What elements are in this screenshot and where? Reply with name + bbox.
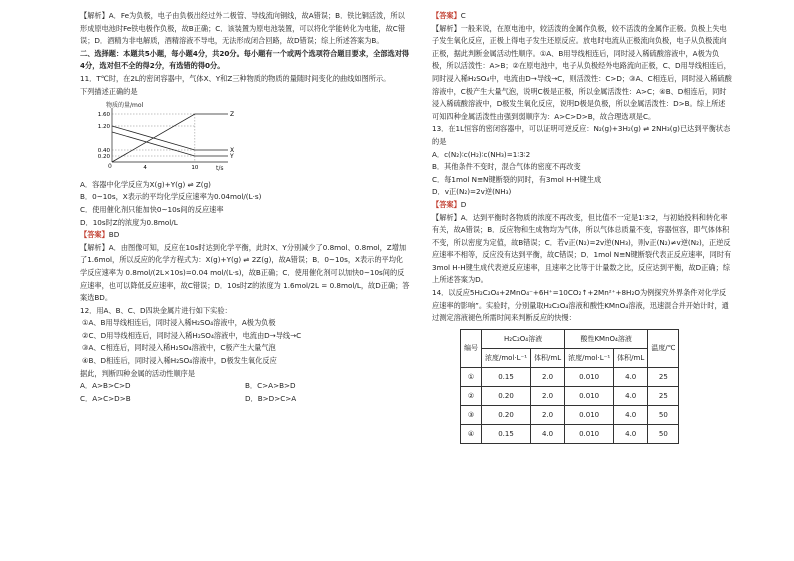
cell-no: ④ <box>461 424 482 443</box>
cell-v1: 2.0 <box>531 405 565 424</box>
cell-c1: 0.20 <box>482 405 531 424</box>
cell-c2: 0.010 <box>565 424 614 443</box>
subheader-vol-2: 体积/mL <box>614 348 648 367</box>
cell-v1: 2.0 <box>531 367 565 386</box>
cell-c1: 0.15 <box>482 424 531 443</box>
cell-v2: 4.0 <box>614 367 648 386</box>
cell-c2: 0.010 <box>565 405 614 424</box>
q11-stem-2: 下列描述正确的是 <box>80 86 138 96</box>
q12-option-a: A．A>B>C>D <box>80 381 131 391</box>
header-h2c2o4: H₂C₂O₄溶液 <box>482 329 565 348</box>
q13-option-a: A．c(N₂)∶c(H₂)∶c(NH₃)=1∶3∶2 <box>432 149 531 159</box>
cell-v2: 4.0 <box>614 424 648 443</box>
cell-c1: 0.20 <box>482 386 531 405</box>
table-header-row <box>461 329 679 348</box>
table-row <box>461 367 679 386</box>
q11-answer: 【答案】BD <box>80 230 120 240</box>
q11-option-d: D．10s时Z的浓度为0.8mol/L <box>80 217 178 227</box>
cell-temp: 50 <box>648 405 679 424</box>
chart-series-y <box>112 132 228 156</box>
cell-no: ③ <box>461 405 482 424</box>
q12-question: 据此，判断四种金属的活动性顺序是 <box>80 368 196 378</box>
q12-option-c: C．A>C>D>B <box>80 393 131 403</box>
experiment-table <box>460 329 679 444</box>
chart-series-label: Y <box>230 153 234 161</box>
q13-option-d: D．v正(N₂)=2v逆(NH₃) <box>432 187 512 197</box>
q11-option-a: A．容器中化学反应为X(g)+Y(g) ⇌ Z(g) <box>80 179 211 189</box>
chart-series-x <box>112 126 228 150</box>
cell-v1: 4.0 <box>531 424 565 443</box>
q12-stem: 12．用A、B、C、D四块金属片进行如下实验： <box>80 305 232 315</box>
subheader-conc-1: 浓度/mol·L⁻¹ <box>482 348 531 367</box>
cell-no: ① <box>461 367 482 386</box>
chart-series-label: Z <box>230 111 235 119</box>
chart-y-tick-label: 1.60 <box>97 112 110 119</box>
cell-v1: 2.0 <box>531 386 565 405</box>
q12-item-1: ①A、B用导线相连后，同时浸入稀H₂SO₄溶液中，A极为负极 <box>82 318 276 328</box>
left-column <box>80 10 410 405</box>
subheader-conc-2: 浓度/mol·L⁻¹ <box>565 348 614 367</box>
q11-option-c: C．使用催化剂只能加快0~10s间的反应速率 <box>80 204 224 214</box>
q10-analysis: 【解析】A．Fe为负极，电子由负极出经过外二极管、导线流向铜线，故A错误；B．铁比铜活泼，所以形成原电池时Fe铁电极作负极，故B正确；C．该装置为原电池装置，可以将化学能转化为电能，故C错误；D．酒精为非电解质，酒精溶液不导电，无法形成闭合回路，故D错误；综上所述答案为B。 <box>80 11 406 46</box>
table-row <box>461 424 679 443</box>
q13-stem: 13．在1L恒容的密闭容器中，可以证明可逆反应：N₂(g)+3H₂(g) ⇌ 2NH₃(g)已达到平衡状态的是 <box>432 124 731 146</box>
q12-options-row-2 <box>80 393 410 406</box>
cell-temp: 25 <box>648 386 679 405</box>
cell-v2: 4.0 <box>614 405 648 424</box>
chart-y-tick-label: 0.40 <box>97 148 110 155</box>
q12-analysis: 【解析】一般来说，在原电池中，较活泼的金属作负极，较不活泼的金属作正极。负极上失电子发生氧化反应，正极上得电子发生还原反应。放电时电流从正极流向负极，电子从负极流向正极，据此判断金属活动性顺序。①A、B用导线相连后，同时浸入稀硫酸溶液中，A极为负极，所以活泼性：A>B；②在原电池中，电子从负极经外电路流向正极，C、D用导线相连后，同时浸入稀H₂SO₄中，电流由D→导线→C，则活泼性：C>D；③A、C相连后，同时浸入稀硫酸溶液中，C极产生大量气泡，说明C极是正极，所以金属活泼性：A>C；④B、D相连后，同时浸入稀硫酸溶液中，D极发生氧化反应，说明D极是负极，所以金属活泼性：D>B。综上所述可知四种金属活泼性由强到弱顺序为：A>C>D>B，故合理选项是C。 <box>432 23 732 121</box>
header-kmno4: 酸性KMnO₄溶液 <box>565 329 648 348</box>
q11-chart <box>90 100 240 172</box>
chart-y-tick-label: 1.20 <box>97 124 110 131</box>
q12-item-3: ③A、C相连后，同时浸入稀H₂SO₄溶液中，C极产生大量气泡 <box>82 343 276 353</box>
q13-analysis: 【解析】A．达到平衡时各物质的浓度不再改变，但比值不一定是1∶3∶2，与初始投料和转化率有关，故A错误；B．反应物和生成物均为气体，所以气体总质量不变，容器恒容，即气体体积不变，所以密度为定值，故B错误；C．若v正(N₂)=2v逆(NH₃)，则v正(N₂)≠v逆(N₂)，正逆反应速率不相等，反应没有达到平衡，故C错误；D．1mol N≡N键断裂代表正反应速率，同时有3mol H-H键生成代表逆反应速率，且速率之比等于计量数之比，反应达到平衡，故D正确；综上所述答案为D。 <box>432 212 732 285</box>
chart-origin: 0 <box>108 163 112 171</box>
chart-x-tick-label: 10 <box>191 165 199 172</box>
q11-analysis: 【解析】A．由图像可知，反应在10s时达到化学平衡，此时X、Y分别减少了0.8mol、0.8mol，Z增加了1.6mol，所以反应的化学方程式为：X(g)+Y(g) ⇌ 2Z(g)，故A错误；B．0~10s，X表示的平均化学反应速率为 0.8mol/(2L×10s)=0.04 mol/(L·s)，故B正确；C．使用催化剂可以加快0~10s间的反应速率，也可以降低反应速率，故C错误；D．10s时Z的浓度为 1.6mol/2L = 0.8mol/L，故D正确；答案选BD。 <box>80 242 410 303</box>
q12-answer: 【答案】C <box>432 11 466 20</box>
cell-no: ② <box>461 386 482 405</box>
cell-temp: 50 <box>648 424 679 443</box>
q11-stem: 11．T℃时，在2L的密闭容器中，气体X、Y和Z三种物质的物质的量随时间变化的曲线如图所示。 <box>80 73 391 83</box>
right-column <box>432 10 732 444</box>
cell-c1: 0.15 <box>482 367 531 386</box>
q13-option-c: C．每1mol N≡N键断裂的同时，有3mol H-H键生成 <box>432 174 602 184</box>
table-row <box>461 405 679 424</box>
q11-option-b: B．0~10s，X表示的平均化学反应速率为0.04mol/(L·s) <box>80 192 262 202</box>
q12-item-4: ④B、D相连后，同时浸入稀H₂SO₄溶液中，D极发生氧化反应 <box>82 356 277 366</box>
table-row <box>461 386 679 405</box>
chart-ylabel: 物质的量/mol <box>106 102 144 110</box>
q12-option-b: B．C>A>B>D <box>245 381 296 391</box>
chart-series-label: X <box>230 147 235 155</box>
header-no: 编号 <box>461 329 482 367</box>
cell-c2: 0.010 <box>565 386 614 405</box>
chart-x-tick-label: 4 <box>143 165 147 172</box>
header-temp: 温度/℃ <box>648 329 679 367</box>
chart-xlabel: t/s <box>216 165 224 173</box>
q13-answer: 【答案】D <box>432 199 467 209</box>
section-title: 二、选择题：本题共5小题，每小题4分，共20分。每小题有一个或两个选项符合题目要求，全部选对得4分，选对但不全的得2分，有选错的得0分。 <box>80 48 410 71</box>
chart-y-tick-label: 0.20 <box>97 154 110 161</box>
cell-c2: 0.010 <box>565 367 614 386</box>
q12-item-2: ②C、D用导线相连后，同时浸入稀H₂SO₄溶液中，电流由D→导线→C <box>82 330 302 340</box>
q14-stem: 14．以反应5H₂C₂O₄+2MnO₄⁻+6H⁺=10CO₂↑+2Mn²⁺+8H₂O为例探究外界条件对化学反应速率的影响”。实验时，分别量取H₂C₂O₄溶液和酸性KMnO₄溶液，迅速混合并开始计时，通过测定溶液褪色所需时间来判断反应的快慢： <box>432 288 729 323</box>
chart-series-z <box>112 114 228 162</box>
table-subheader-row <box>461 348 679 367</box>
q12-options-row-1 <box>80 380 410 393</box>
cell-v2: 4.0 <box>614 386 648 405</box>
cell-temp: 25 <box>648 367 679 386</box>
q13-option-b: B．其他条件不变时，混合气体的密度不再改变 <box>432 162 581 172</box>
subheader-vol-1: 体积/mL <box>531 348 565 367</box>
q12-option-d: D．B>D>C>A <box>245 393 297 403</box>
